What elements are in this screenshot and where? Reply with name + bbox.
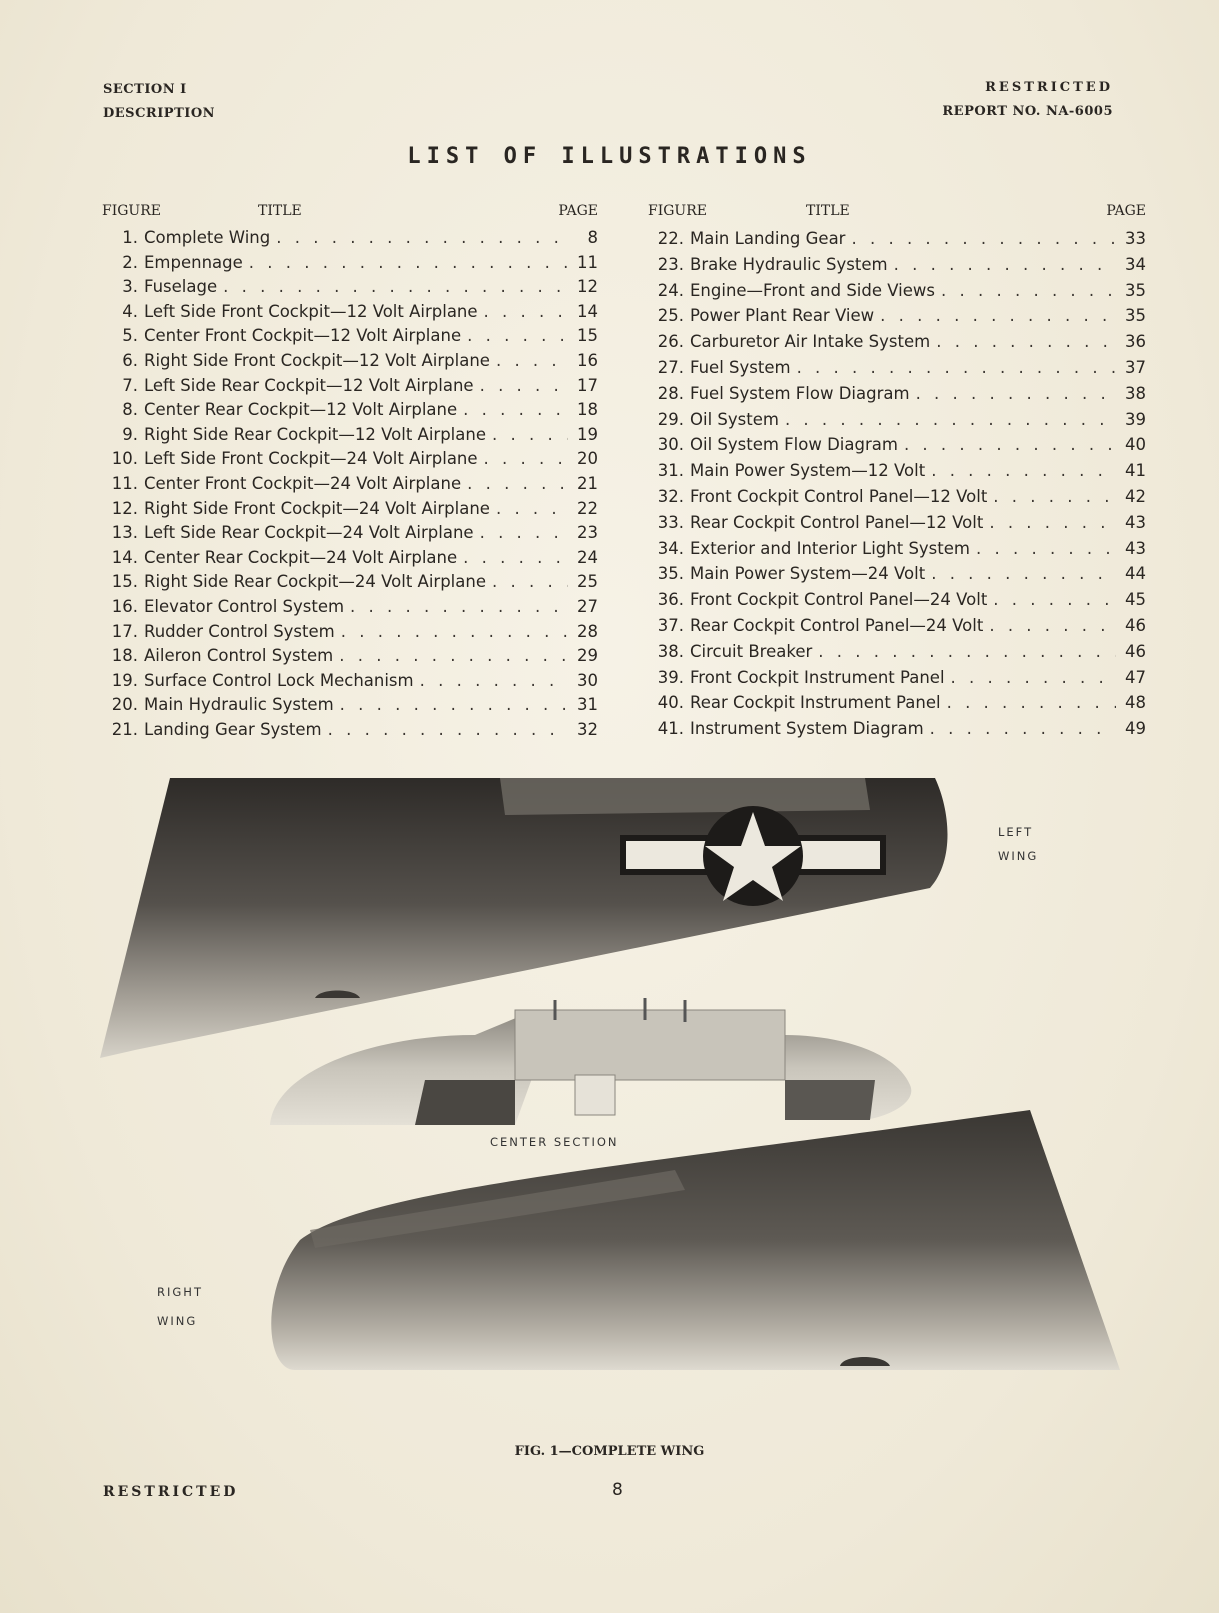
center-section-image bbox=[270, 998, 911, 1125]
dot-leader bbox=[492, 423, 568, 448]
figure-title: Center Front Cockpit—12 Volt Airplane bbox=[144, 326, 462, 346]
dot-leader bbox=[480, 521, 568, 546]
wing-photo bbox=[95, 770, 1135, 1390]
list-item bbox=[646, 329, 1146, 355]
dot-leader bbox=[947, 690, 1116, 716]
dot-leader bbox=[340, 693, 568, 718]
page-header: PAGE bbox=[1106, 203, 1146, 219]
list-item bbox=[646, 226, 1146, 252]
dot-leader bbox=[463, 546, 568, 571]
list-item bbox=[646, 355, 1146, 381]
figure-number: 23. bbox=[657, 254, 684, 274]
list-item bbox=[100, 275, 598, 300]
dot-leader bbox=[496, 349, 568, 374]
list-item bbox=[100, 423, 598, 448]
entry-list bbox=[100, 226, 598, 742]
list-item bbox=[646, 303, 1146, 329]
list-item bbox=[100, 472, 598, 497]
dot-leader bbox=[797, 355, 1116, 381]
page-ref: 29 bbox=[577, 646, 598, 666]
dot-leader bbox=[936, 329, 1116, 355]
figure-title: Fuselage bbox=[144, 277, 218, 297]
figure-title: Main Landing Gear bbox=[690, 229, 846, 248]
page-ref: 49 bbox=[1125, 719, 1146, 739]
figure-number: 3. bbox=[122, 277, 138, 297]
figure-title: Right Side Rear Cockpit—12 Volt Airplane bbox=[144, 424, 486, 444]
figure-number: 33. bbox=[657, 512, 684, 532]
figure-title: Main Power System—24 Volt bbox=[690, 564, 926, 584]
list-item bbox=[100, 620, 598, 645]
title-header: TITLE bbox=[806, 203, 850, 219]
figure-number: 12. bbox=[111, 498, 138, 518]
figure-number: 14. bbox=[111, 547, 138, 567]
figure-number: 39. bbox=[657, 667, 684, 687]
list-item bbox=[100, 669, 598, 694]
figure-number: 32. bbox=[657, 486, 684, 506]
list-item bbox=[646, 432, 1146, 458]
page-ref: 12 bbox=[577, 277, 598, 297]
figure-title: Front Cockpit Control Panel—24 Volt bbox=[690, 590, 988, 610]
left-wing-label bbox=[998, 820, 1038, 868]
figure-number: 11. bbox=[111, 473, 138, 493]
dot-leader bbox=[276, 226, 568, 251]
dot-leader bbox=[480, 374, 568, 399]
dot-leader bbox=[904, 432, 1116, 458]
dot-leader bbox=[785, 407, 1116, 433]
report-number: REPORT NO. NA-6005 bbox=[942, 104, 1113, 119]
dot-leader bbox=[989, 613, 1116, 639]
column-headers bbox=[646, 200, 1146, 226]
dot-leader bbox=[916, 381, 1116, 407]
figure-title: Left Side Front Cockpit—12 Volt Airplane bbox=[144, 301, 478, 321]
page-ref: 35 bbox=[1125, 280, 1146, 300]
label-line: LEFT bbox=[998, 825, 1034, 839]
figure-title: Circuit Breaker bbox=[690, 641, 813, 661]
center-section-label: CENTER SECTION bbox=[490, 1135, 619, 1149]
figure-number: 24. bbox=[657, 280, 684, 300]
page-ref: 15 bbox=[577, 326, 598, 346]
dot-leader bbox=[993, 484, 1116, 510]
header-left bbox=[103, 78, 215, 126]
figure-number: 17. bbox=[111, 621, 138, 641]
page-ref: 22 bbox=[577, 498, 598, 518]
list-item bbox=[100, 251, 598, 276]
list-item bbox=[100, 497, 598, 522]
figure-title: Main Hydraulic System bbox=[144, 695, 334, 715]
illustration-list-right bbox=[646, 200, 1146, 742]
list-item bbox=[100, 595, 598, 620]
page-ref: 27 bbox=[577, 596, 598, 616]
figure-title: Left Side Rear Cockpit—24 Volt Airplane bbox=[144, 523, 474, 543]
illustration-list-left bbox=[100, 200, 598, 742]
figure-title: Left Side Rear Cockpit—12 Volt Airplane bbox=[144, 375, 474, 395]
column-headers bbox=[100, 200, 598, 226]
subsection-label: DESCRIPTION bbox=[103, 106, 216, 121]
list-item bbox=[100, 718, 598, 743]
figure-title: Power Plant Rear View bbox=[690, 306, 875, 326]
page-ref: 31 bbox=[577, 695, 598, 715]
figure-number: 41. bbox=[657, 719, 684, 739]
header-right bbox=[942, 76, 1113, 124]
list-item bbox=[646, 587, 1146, 613]
figure-number: 37. bbox=[657, 615, 684, 635]
list-item bbox=[100, 374, 598, 399]
label-line: RIGHT bbox=[157, 1285, 203, 1299]
list-item bbox=[646, 381, 1146, 407]
dot-leader bbox=[492, 570, 568, 595]
figure-title: Elevator Control System bbox=[144, 596, 345, 616]
figure-header: FIGURE bbox=[102, 203, 161, 219]
list-item bbox=[100, 447, 598, 472]
figure-title: Aileron Control System bbox=[144, 646, 334, 666]
classification-label: RESTRICTED bbox=[985, 80, 1113, 95]
dot-leader bbox=[818, 639, 1116, 665]
list-item bbox=[646, 407, 1146, 433]
figure-title: Engine—Front and Side Views bbox=[690, 280, 935, 300]
figure-number: 13. bbox=[111, 523, 138, 543]
dot-leader bbox=[930, 716, 1116, 742]
figure-title: Empennage bbox=[144, 252, 243, 272]
figure-number: 18. bbox=[111, 646, 138, 666]
list-item bbox=[100, 398, 598, 423]
figure-number: 27. bbox=[657, 357, 684, 377]
figure-title: Center Rear Cockpit—12 Volt Airplane bbox=[144, 400, 458, 420]
dot-leader bbox=[223, 275, 568, 300]
wing-figure bbox=[95, 770, 1135, 1390]
page-ref: 40 bbox=[1125, 435, 1146, 455]
dot-leader bbox=[249, 251, 568, 276]
page-ref: 30 bbox=[577, 670, 598, 690]
page-ref: 11 bbox=[577, 252, 598, 272]
label-line: WING bbox=[998, 849, 1039, 863]
figure-title: Carburetor Air Intake System bbox=[690, 332, 931, 352]
list-item bbox=[646, 510, 1146, 536]
page-ref: 16 bbox=[577, 350, 598, 370]
figure-title: Center Rear Cockpit—24 Volt Airplane bbox=[144, 547, 458, 567]
figure-title: Landing Gear System bbox=[144, 719, 322, 739]
list-item bbox=[646, 690, 1146, 716]
dot-leader bbox=[931, 458, 1116, 484]
dot-leader bbox=[976, 536, 1116, 562]
list-item bbox=[646, 613, 1146, 639]
page-ref: 23 bbox=[577, 523, 598, 543]
figure-title: Main Power System—12 Volt bbox=[690, 461, 926, 481]
figure-caption: FIG. 1—COMPLETE WING bbox=[514, 1444, 705, 1459]
figure-number: 35. bbox=[657, 564, 684, 584]
page-ref: 28 bbox=[577, 621, 598, 641]
figure-header: FIGURE bbox=[648, 203, 707, 219]
dot-leader bbox=[339, 644, 568, 669]
dot-leader bbox=[467, 472, 568, 497]
figure-number: 20. bbox=[111, 695, 138, 715]
figure-title: Rear Cockpit Instrument Panel bbox=[690, 693, 941, 713]
figure-title: Brake Hydraulic System bbox=[690, 254, 888, 274]
figure-number: 5. bbox=[122, 326, 138, 346]
page-ref: 35 bbox=[1125, 306, 1146, 326]
dot-leader bbox=[931, 561, 1116, 587]
page-ref: 14 bbox=[577, 301, 598, 321]
list-item bbox=[646, 561, 1146, 587]
page-title: LIST OF ILLUSTRATIONS bbox=[407, 144, 812, 169]
section-label: SECTION I bbox=[103, 82, 187, 97]
figure-number: 2. bbox=[122, 252, 138, 272]
page-ref: 38 bbox=[1125, 383, 1146, 403]
figure-title: Fuel System bbox=[690, 357, 791, 377]
page-ref: 17 bbox=[577, 375, 598, 395]
dot-leader bbox=[951, 665, 1116, 691]
figure-number: 22. bbox=[657, 229, 684, 248]
figure-number: 38. bbox=[657, 641, 684, 661]
list-item bbox=[100, 570, 598, 595]
dot-leader bbox=[328, 718, 568, 743]
page-ref: 20 bbox=[577, 449, 598, 469]
page-ref: 48 bbox=[1125, 693, 1146, 713]
page-header: PAGE bbox=[558, 203, 598, 219]
right-wing-label bbox=[157, 1278, 203, 1336]
dot-leader bbox=[463, 398, 568, 423]
figure-title: Right Side Rear Cockpit—24 Volt Airplane bbox=[144, 572, 486, 592]
figure-title: Front Cockpit Instrument Panel bbox=[690, 667, 945, 687]
dot-leader bbox=[420, 669, 568, 694]
page-ref: 43 bbox=[1125, 512, 1146, 532]
page-ref: 46 bbox=[1125, 641, 1146, 661]
figure-number: 40. bbox=[657, 693, 684, 713]
figure-title: Rear Cockpit Control Panel—24 Volt bbox=[690, 615, 984, 635]
page-ref: 32 bbox=[577, 719, 598, 739]
figure-title: Oil System Flow Diagram bbox=[690, 435, 898, 455]
figure-title: Fuel System Flow Diagram bbox=[690, 383, 910, 403]
figure-title: Surface Control Lock Mechanism bbox=[144, 670, 414, 690]
dot-leader bbox=[851, 226, 1116, 252]
list-item bbox=[646, 252, 1146, 278]
page-ref: 44 bbox=[1125, 564, 1146, 584]
dot-leader bbox=[484, 447, 568, 472]
page-ref: 8 bbox=[587, 228, 598, 247]
figure-title: Left Side Front Cockpit—24 Volt Airplane bbox=[144, 449, 478, 469]
figure-number: 7. bbox=[122, 375, 138, 395]
figure-number: 26. bbox=[657, 332, 684, 352]
list-item bbox=[646, 278, 1146, 304]
dot-leader bbox=[350, 595, 568, 620]
title-header: TITLE bbox=[258, 203, 302, 219]
figure-number: 10. bbox=[111, 449, 138, 469]
dot-leader bbox=[496, 497, 568, 522]
figure-title: Front Cockpit Control Panel—12 Volt bbox=[690, 486, 988, 506]
figure-number: 25. bbox=[657, 306, 684, 326]
list-item bbox=[100, 349, 598, 374]
footer-classification: RESTRICTED bbox=[103, 1484, 239, 1500]
page-ref: 42 bbox=[1125, 486, 1146, 506]
page-ref: 34 bbox=[1125, 254, 1146, 274]
page-ref: 21 bbox=[577, 473, 598, 493]
figure-number: 31. bbox=[657, 461, 684, 481]
page-ref: 36 bbox=[1125, 332, 1146, 352]
list-item bbox=[100, 546, 598, 571]
figure-number: 21. bbox=[111, 719, 138, 739]
figure-title: Right Side Front Cockpit—12 Volt Airplane bbox=[144, 350, 490, 370]
figure-number: 19. bbox=[111, 670, 138, 690]
dot-leader bbox=[341, 620, 568, 645]
list-item bbox=[100, 300, 598, 325]
figure-title: Center Front Cockpit—24 Volt Airplane bbox=[144, 473, 462, 493]
figure-number: 36. bbox=[657, 590, 684, 610]
page-ref: 24 bbox=[577, 547, 598, 567]
dot-leader bbox=[880, 303, 1116, 329]
figure-number: 6. bbox=[122, 350, 138, 370]
dot-leader bbox=[941, 278, 1116, 304]
figure-number: 16. bbox=[111, 596, 138, 616]
figure-number: 1. bbox=[122, 228, 138, 247]
list-item bbox=[100, 644, 598, 669]
figure-number: 4. bbox=[122, 301, 138, 321]
page-ref: 47 bbox=[1125, 667, 1146, 687]
figure-title: Exterior and Interior Light System bbox=[690, 538, 970, 558]
list-item bbox=[100, 324, 598, 349]
page-ref: 18 bbox=[577, 400, 598, 420]
page-ref: 41 bbox=[1125, 461, 1146, 481]
list-item bbox=[646, 458, 1146, 484]
figure-number: 29. bbox=[657, 409, 684, 429]
list-item bbox=[646, 536, 1146, 562]
list-item bbox=[646, 665, 1146, 691]
label-line: WING bbox=[157, 1314, 198, 1328]
page-ref: 43 bbox=[1125, 538, 1146, 558]
page-ref: 19 bbox=[577, 424, 598, 444]
figure-title: Rudder Control System bbox=[144, 621, 335, 641]
figure-title: Complete Wing bbox=[144, 228, 271, 247]
dot-leader bbox=[894, 252, 1116, 278]
figure-title: Rear Cockpit Control Panel—12 Volt bbox=[690, 512, 984, 532]
list-item bbox=[100, 226, 598, 251]
dot-leader bbox=[993, 587, 1116, 613]
figure-number: 15. bbox=[111, 572, 138, 592]
figure-title: Right Side Front Cockpit—24 Volt Airplane bbox=[144, 498, 490, 518]
page-ref: 39 bbox=[1125, 409, 1146, 429]
page-ref: 45 bbox=[1125, 590, 1146, 610]
page-ref: 46 bbox=[1125, 615, 1146, 635]
figure-number: 34. bbox=[657, 538, 684, 558]
list-item bbox=[646, 484, 1146, 510]
right-wing-image bbox=[271, 1110, 1120, 1370]
dot-leader bbox=[989, 510, 1116, 536]
dot-leader bbox=[484, 300, 568, 325]
page-ref: 33 bbox=[1125, 229, 1146, 248]
figure-number: 30. bbox=[657, 435, 684, 455]
figure-number: 28. bbox=[657, 383, 684, 403]
list-item bbox=[646, 716, 1146, 742]
page-number: 8 bbox=[612, 1480, 623, 1500]
list-item bbox=[100, 693, 598, 718]
list-item bbox=[100, 521, 598, 546]
list-item bbox=[646, 639, 1146, 665]
figure-number: 9. bbox=[122, 424, 138, 444]
entry-list bbox=[646, 226, 1146, 742]
figure-title: Oil System bbox=[690, 409, 779, 429]
figure-title: Instrument System Diagram bbox=[690, 719, 924, 739]
page-ref: 25 bbox=[577, 572, 598, 592]
page-ref: 37 bbox=[1125, 357, 1146, 377]
dot-leader bbox=[467, 324, 568, 349]
figure-number: 8. bbox=[122, 400, 138, 420]
